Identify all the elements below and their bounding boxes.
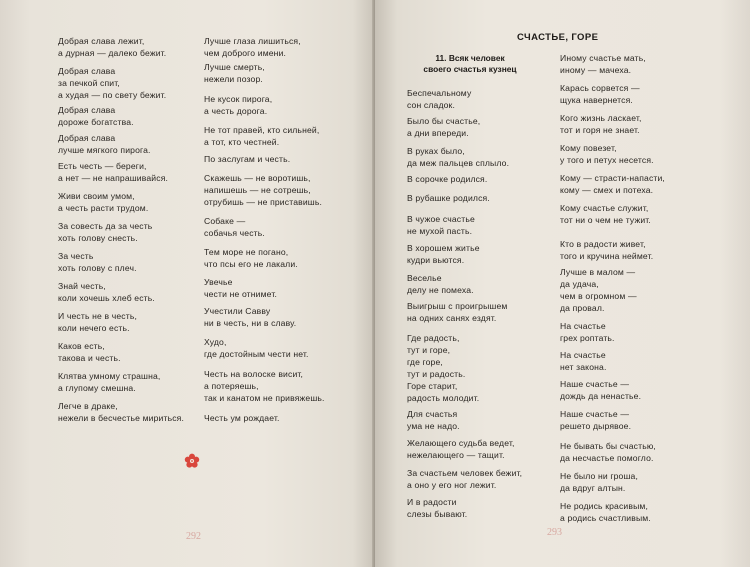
- proverb-line: дождь да ненастье.: [560, 391, 642, 401]
- proverb: [58, 35, 194, 59]
- proverb-line: Добрая слава лежит,: [58, 36, 145, 46]
- proverb-line: За совесть да за честь: [58, 221, 153, 231]
- proverb-line: у того и петух несется.: [560, 155, 654, 165]
- proverb-line: За честь: [58, 251, 94, 261]
- proverb: [58, 104, 194, 128]
- proverb-line: где достойным чести нет.: [204, 349, 309, 359]
- proverb-line: Горе старит,: [407, 381, 458, 391]
- proverb: [407, 467, 529, 491]
- proverb: [407, 300, 529, 324]
- proverb-line: Наше счастье —: [560, 379, 630, 389]
- proverb-line: а глупому смешна.: [58, 383, 136, 393]
- flower-ornament-icon: [184, 453, 200, 469]
- proverb-line: а честь дорога.: [204, 106, 268, 116]
- proverb: [560, 470, 678, 494]
- proverb-line: Карась сорвется —: [560, 83, 640, 93]
- section-heading: СЧАСТЬЕ, ГОРЕ: [517, 32, 599, 43]
- proverb: [204, 61, 326, 85]
- proverb: [204, 276, 326, 300]
- proverb: [204, 35, 326, 59]
- proverb-line: Желающего судьба ведет,: [407, 438, 515, 448]
- proverb-line: Было бы счастье,: [407, 116, 481, 126]
- proverb-line: грех роптать.: [560, 333, 615, 343]
- proverb: [58, 160, 194, 184]
- proverb-line: В чужое счастье: [407, 214, 475, 224]
- proverb-line: а нет — не напрашивайся.: [58, 173, 169, 183]
- proverb: [407, 213, 529, 237]
- right-page: [375, 0, 750, 567]
- subheading-line: своего счастья кузнец: [423, 64, 517, 74]
- proverb-line: Кто в радости живет,: [560, 239, 646, 249]
- proverb: [58, 190, 194, 214]
- proverb-line: Увечье: [204, 277, 233, 287]
- proverb: [58, 250, 194, 274]
- proverb: [560, 408, 678, 432]
- proverb-line: тот ни о чем не тужит.: [560, 215, 651, 225]
- proverb-line: делу не помеха.: [407, 285, 474, 295]
- proverb: [204, 93, 326, 117]
- proverb: [407, 272, 529, 296]
- proverb: [560, 202, 678, 226]
- proverb: [560, 52, 678, 76]
- proverb-line: а родись счастливым.: [560, 513, 651, 523]
- proverb-line: так и канатом не привяжешь.: [204, 393, 325, 403]
- proverb: [560, 266, 678, 314]
- proverb-line: Живи своим умом,: [58, 191, 135, 201]
- proverb-line: В рубашке родился.: [407, 193, 490, 203]
- proverb-line: Честь на волоске висит,: [204, 369, 304, 379]
- page-number-right: 293: [547, 527, 562, 538]
- page-number-left: 292: [186, 531, 201, 542]
- proverb-line: Веселье: [407, 273, 442, 283]
- proverb-line: нежели позор.: [204, 74, 263, 84]
- proverb-line: Честь ум рождает.: [204, 413, 280, 423]
- proverb-line: а худая — по свету бежит.: [58, 90, 167, 100]
- proverb: [58, 310, 194, 334]
- proverb-line: иному — мачеха.: [560, 65, 632, 75]
- proverb-line: Не тот правей, кто сильней,: [204, 125, 320, 135]
- proverb-line: хоть голову с плеч.: [58, 263, 137, 273]
- proverb: [58, 400, 194, 424]
- proverb-line: сон сладок.: [407, 100, 455, 110]
- proverb-line: В руках было,: [407, 146, 465, 156]
- proverb-line: а потеряешь,: [204, 381, 259, 391]
- proverb-line: В сорочке родился.: [407, 174, 488, 184]
- proverb: [407, 380, 529, 404]
- subheading-line: 11. Всяк человек: [435, 53, 505, 63]
- proverb-line: да вдруг алтын.: [560, 483, 626, 493]
- proverb-line: не мухой пасть.: [407, 226, 473, 236]
- proverb-line: да удача,: [560, 279, 599, 289]
- proverb: [204, 305, 326, 329]
- proverb-line: тут и радость.: [407, 369, 466, 379]
- proverb-line: хоть голову снесть.: [58, 233, 138, 243]
- proverb: [58, 220, 194, 244]
- proverb-line: Учестили Савву: [204, 306, 271, 316]
- proverb: [560, 112, 678, 136]
- proverb-line: На счастье: [560, 350, 606, 360]
- proverb-line: И в радости: [407, 497, 457, 507]
- proverb-line: Есть честь — береги,: [58, 161, 147, 171]
- proverb: [204, 172, 326, 208]
- proverb-line: нежелающего — тащит.: [407, 450, 505, 460]
- proverb-line: где горе,: [407, 357, 443, 367]
- proverb: [407, 332, 529, 380]
- proverb: [560, 378, 678, 402]
- proverb-line: Лучше смерть,: [204, 62, 265, 72]
- proverb-line: Добрая слава: [58, 105, 116, 115]
- proverb-line: коли нечего есть.: [58, 323, 130, 333]
- proverb-line: Худо,: [204, 337, 227, 347]
- proverb: [58, 370, 194, 394]
- proverb: [407, 173, 529, 185]
- proverb-line: За счастьем человек бежит,: [407, 468, 523, 478]
- proverb-line: радость молодит.: [407, 393, 480, 403]
- proverb-line: Наше счастье —: [560, 409, 630, 419]
- proverb: [560, 172, 678, 196]
- proverb-line: нежели в бесчестье мириться.: [58, 413, 185, 423]
- proverb-line: такова и честь.: [58, 353, 121, 363]
- proverb: [58, 132, 194, 156]
- proverb-line: По заслугам и честь.: [204, 154, 291, 164]
- proverb-line: Собаке —: [204, 216, 246, 226]
- proverb: [407, 145, 529, 169]
- proverb: [204, 246, 326, 270]
- proverb-line: напишешь — не сотрешь,: [204, 185, 311, 195]
- proverb: [560, 82, 678, 106]
- proverb-line: Добрая слава: [58, 66, 116, 76]
- proverb-line: коли хочешь хлеб есть.: [58, 293, 155, 303]
- proverb: [58, 340, 194, 364]
- proverb-line: за печкой спит,: [58, 78, 120, 88]
- proverb-line: а честь расти трудом.: [58, 203, 149, 213]
- proverb-line: лучше мягкого пирога.: [58, 145, 151, 155]
- proverb-line: а тот, кто честней.: [204, 137, 280, 147]
- proverb-line: решето дырявое.: [560, 421, 632, 431]
- proverb-line: Кому — страсти-напасти,: [560, 173, 665, 183]
- proverb: [560, 349, 678, 373]
- proverb-line: да провал.: [560, 303, 605, 313]
- proverb: [58, 65, 194, 101]
- proverb-line: На счастье: [560, 321, 606, 331]
- proverb-line: чести не отнимет.: [204, 289, 277, 299]
- proverb: [204, 336, 326, 360]
- proverb-line: Иному счастье мать,: [560, 53, 646, 63]
- proverb: [407, 87, 529, 111]
- proverb-line: Не бывать бы счастью,: [560, 441, 656, 451]
- proverb-line: тут и горе,: [407, 345, 451, 355]
- proverb-line: слезы бывают.: [407, 509, 468, 519]
- proverb: [407, 437, 529, 461]
- proverb-line: а дни впереди.: [407, 128, 469, 138]
- proverb-line: Каков есть,: [58, 341, 105, 351]
- proverb-line: чем доброго имени.: [204, 48, 287, 58]
- chapter-subheading: [415, 53, 525, 75]
- proverb-line: В хорошем житье: [407, 243, 480, 253]
- proverb: [204, 153, 326, 165]
- proverb-line: Не было ни гроша,: [560, 471, 638, 481]
- proverb: [560, 500, 678, 524]
- proverb-line: Тем море не погано,: [204, 247, 289, 257]
- proverb-line: нет закона.: [560, 362, 607, 372]
- proverb-line: ума не надо.: [407, 421, 460, 431]
- proverb: [204, 215, 326, 239]
- proverb-line: Для счастья: [407, 409, 458, 419]
- proverb-line: Лучше глаза лишиться,: [204, 36, 301, 46]
- proverb-line: Скажешь — не воротишь,: [204, 173, 311, 183]
- proverb-line: Добрая слава: [58, 133, 116, 143]
- proverb-line: ни в честь, ни в славу.: [204, 318, 297, 328]
- proverb: [560, 320, 678, 344]
- proverb-line: тот и горя не знает.: [560, 125, 640, 135]
- proverb-line: Не родись красивым,: [560, 501, 649, 511]
- proverb-line: а оно у его ног лежит.: [407, 480, 497, 490]
- proverb: [560, 142, 678, 166]
- proverb-line: собачья честь.: [204, 228, 265, 238]
- proverb: [407, 408, 529, 432]
- proverb-line: Не кусок пирога,: [204, 94, 273, 104]
- proverb-line: Беспечальному: [407, 88, 472, 98]
- proverb: [560, 440, 678, 464]
- proverb-line: Выигрыш с проигрышем: [407, 301, 508, 311]
- proverb: [560, 238, 678, 262]
- proverb: [407, 242, 529, 266]
- proverb-line: щука навернется.: [560, 95, 633, 105]
- proverb-line: а дурная — далеко бежит.: [58, 48, 167, 58]
- proverb: [204, 368, 326, 404]
- proverb: [204, 124, 326, 148]
- proverb: [58, 280, 194, 304]
- proverb-line: кому — смех и потеха.: [560, 185, 654, 195]
- proverb: [407, 496, 529, 520]
- proverb-line: дороже богатства.: [58, 117, 134, 127]
- proverb-line: на одних санях ездят.: [407, 313, 497, 323]
- proverb-line: Где радость,: [407, 333, 460, 343]
- proverb-line: отрубишь — не приставишь.: [204, 197, 323, 207]
- proverb-line: да несчастье помогло.: [560, 453, 654, 463]
- proverb: [204, 412, 326, 424]
- proverb-line: кудри вьются.: [407, 255, 465, 265]
- proverb: [407, 115, 529, 139]
- proverb-line: того и кручина неймет.: [560, 251, 654, 261]
- proverb-line: Лучше в малом —: [560, 267, 636, 277]
- proverb-line: Кому счастье служит,: [560, 203, 649, 213]
- proverb-line: чем в огромном —: [560, 291, 637, 301]
- proverb-line: И честь не в честь,: [58, 311, 137, 321]
- proverb-line: Клятва умному страшна,: [58, 371, 161, 381]
- proverb-line: Легче в драке,: [58, 401, 118, 411]
- proverb-line: да меж пальцев сплыло.: [407, 158, 510, 168]
- proverb-line: Кому повезет,: [560, 143, 617, 153]
- proverb-line: Кого жизнь ласкает,: [560, 113, 642, 123]
- proverb: [407, 192, 529, 204]
- proverb-line: Знай честь,: [58, 281, 106, 291]
- proverb-line: что псы его не лакали.: [204, 259, 298, 269]
